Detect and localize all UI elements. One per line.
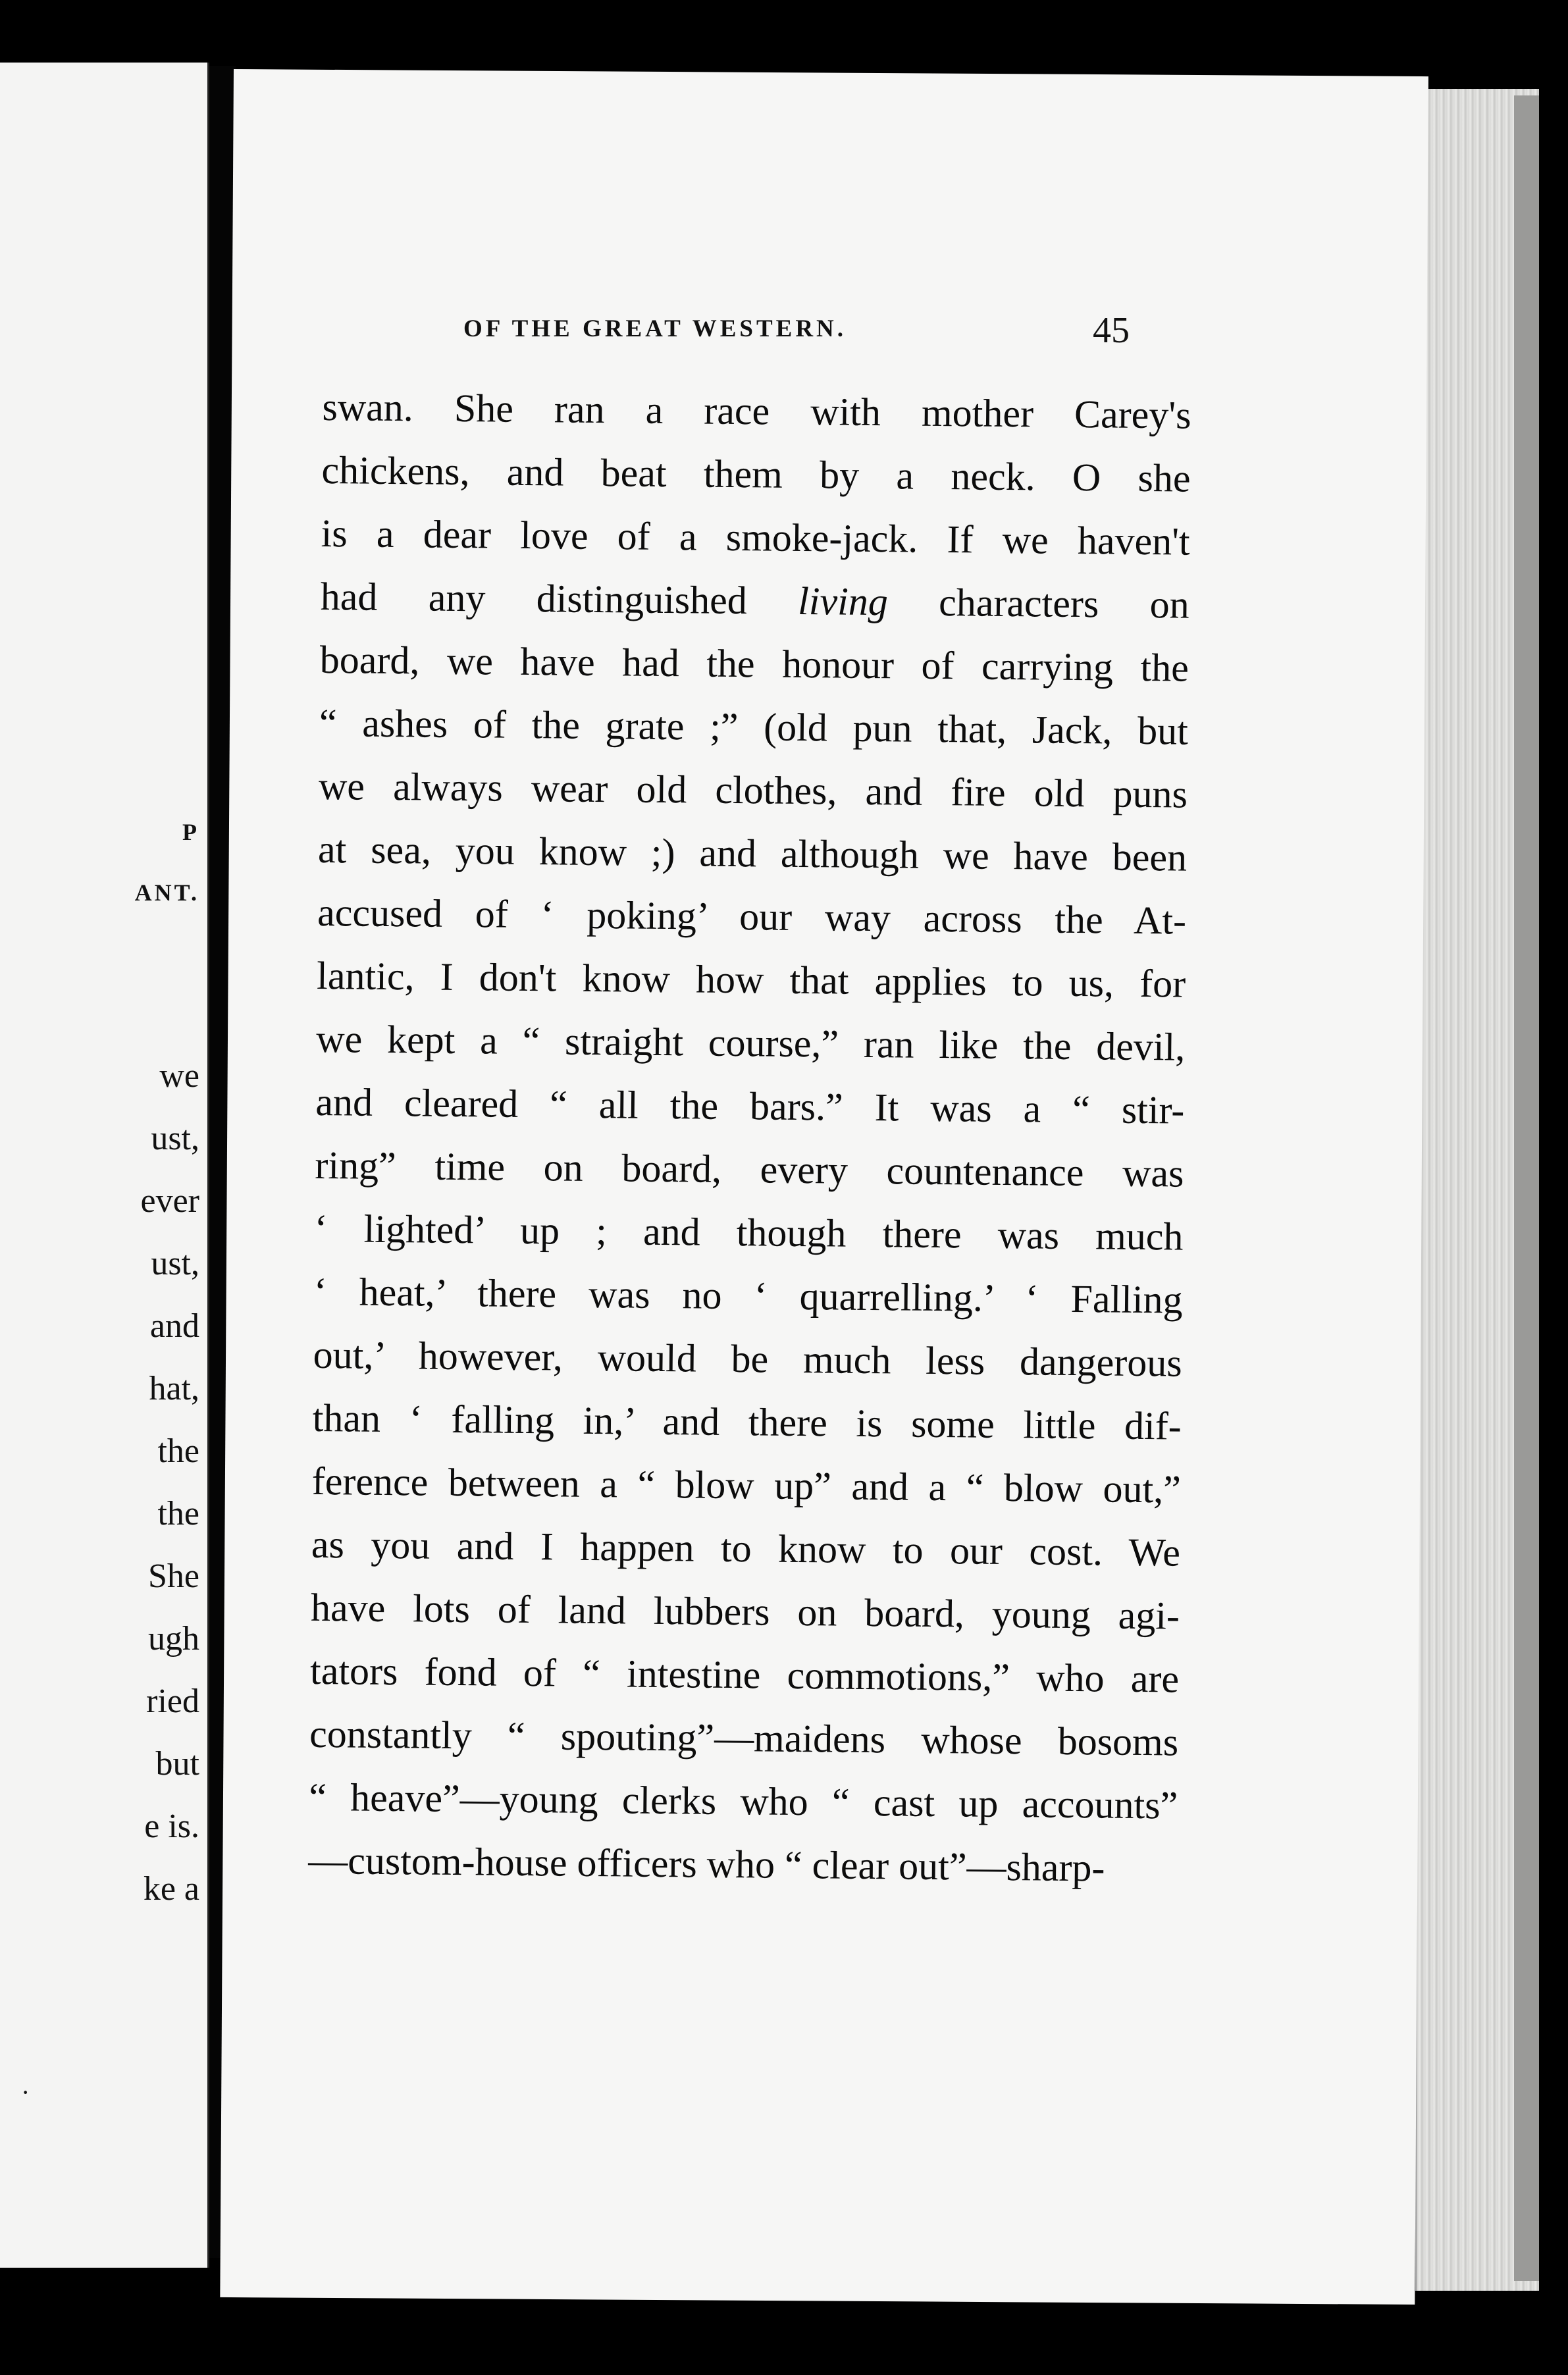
facing-page-line: we	[159, 1057, 199, 1095]
facing-page-line: ke a	[143, 1870, 199, 1908]
text-line: ‘ heat,’ there was no ‘ quarrelling.’ ‘ Falling	[313, 1269, 1183, 1322]
facing-page-line: ever	[140, 1182, 199, 1220]
facing-page-heading-line: P	[182, 819, 199, 845]
facing-page	[0, 63, 209, 2268]
text-line: swan. She ran a race with mother Carey's	[322, 384, 1191, 437]
running-header: OF THE GREAT WESTERN.	[463, 315, 847, 342]
italic-word: living	[797, 579, 889, 624]
text-line: we always wear old clothes, and fire old puns	[318, 764, 1188, 816]
text-line	[320, 565, 1189, 637]
facing-page-line: ugh	[148, 1620, 199, 1657]
text-line: lantic, I don't know how that applies to us, for	[316, 953, 1186, 1006]
facing-page-heading-line: ANT.	[134, 879, 199, 906]
facing-page-line: and	[149, 1307, 199, 1345]
text-line: chickens, and beat them by a neck. O she	[321, 448, 1191, 500]
text-line: ference between a “ blow up” and a “ blow out,”	[311, 1459, 1182, 1511]
text-line: “ heave”—young clerks who “ cast up accounts”	[308, 1775, 1178, 1827]
facing-page-line: the	[157, 1495, 199, 1532]
text-line: and cleared “ all the bars.” It was a “ stir-	[315, 1080, 1185, 1132]
body-text	[308, 375, 1191, 1900]
text-line: out,’ however, would be much less dangerous	[313, 1332, 1182, 1385]
text-line: ring” time on board, every countenance was	[315, 1143, 1184, 1195]
facing-page-line: but	[155, 1745, 199, 1783]
facing-page-line: ust,	[151, 1120, 199, 1157]
text-line: constantly “ spouting”—maidens whose bosoms	[309, 1711, 1179, 1764]
text-line: is a dear love of a smoke-jack. If we haven't	[321, 511, 1190, 563]
text-line: as you and I happen to know to our cost. We	[311, 1522, 1181, 1575]
text-segment: had any distinguished	[320, 574, 798, 623]
text-line: have lots of land lubbers on board, young agi-	[310, 1585, 1180, 1638]
text-line: accused of ‘ poking’ our way across the At-	[317, 890, 1187, 943]
text-line: tators fond of “ intestine commotions,” who are	[309, 1648, 1180, 1701]
text-segment: characters on	[887, 580, 1190, 627]
page-edges-shadow	[1514, 95, 1539, 2281]
facing-page-line: She	[148, 1557, 199, 1595]
facing-page-line: ust,	[151, 1245, 199, 1282]
stray-mark: ·	[21, 2077, 30, 2107]
text-line: we kept a “ straight course,” ran like the devil,	[316, 1016, 1186, 1069]
text-line: ‘ lighted’ up ; and though there was much	[314, 1206, 1184, 1259]
text-line: than ‘ falling in,’ and there is some little dif-	[312, 1396, 1182, 1448]
facing-page-line: the	[157, 1432, 199, 1470]
text-line: “ ashes of the grate ;” (old pun that, Jack, but	[319, 700, 1189, 753]
text-line: —custom-house officers who “ clear out”—sharp-	[308, 1838, 1105, 1890]
facing-page-line: ried	[146, 1683, 199, 1720]
facing-page-line: e is.	[144, 1808, 199, 1845]
page-number: 45	[1093, 310, 1130, 351]
facing-page-line: hat,	[149, 1370, 199, 1407]
text-line: board, we have had the honour of carrying the	[319, 637, 1189, 690]
text-line: at sea, you know ;) and although we have been	[317, 827, 1188, 879]
